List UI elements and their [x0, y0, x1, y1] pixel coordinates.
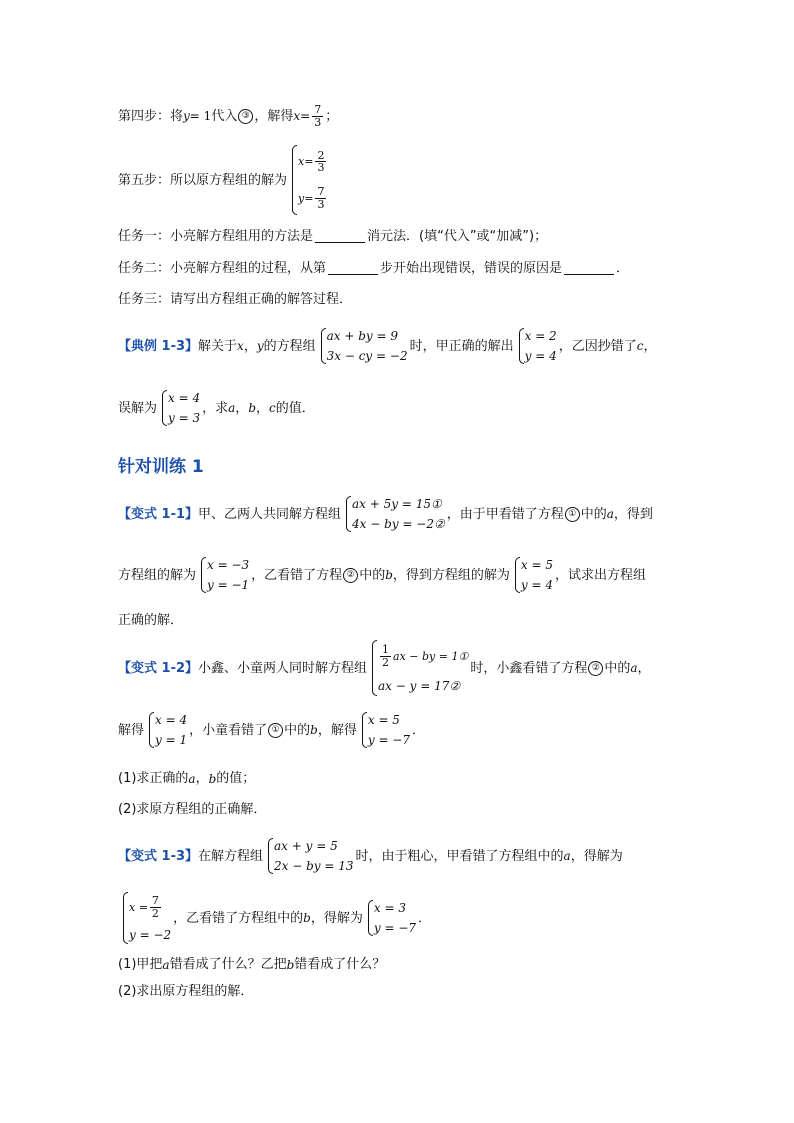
var-a: a [162, 957, 170, 972]
system-rows [155, 712, 187, 748]
circle-1-marker: ① [268, 723, 283, 738]
text: ，由于甲看错了方程 [446, 506, 564, 522]
step5-prefix: 第五步：所以原方程组的解为 [118, 172, 288, 188]
var-x: x [298, 155, 305, 169]
text: 在解方程组 [198, 848, 264, 864]
text: 中的 [284, 722, 311, 738]
step5-line [118, 145, 330, 215]
equation-system [343, 496, 445, 532]
system-rows [129, 892, 171, 944]
denominator: 2 [151, 906, 159, 920]
text: 误解为 [118, 400, 158, 416]
equation-1-rest: ax − by = 1① [393, 649, 469, 663]
denominator: 3 [314, 115, 322, 129]
text: 时，小鑫看错了方程 [470, 660, 588, 676]
answer-blank[interactable] [315, 230, 365, 243]
task3-line [118, 293, 352, 306]
text: 中的 [580, 506, 607, 522]
step4-solve: ，解得 [254, 108, 294, 124]
system-rows [521, 557, 553, 593]
brace-icon [146, 712, 153, 748]
text: 中的 [604, 660, 631, 676]
equation-2: 2x − by = 13 [274, 858, 354, 873]
text: ， [235, 400, 249, 416]
brace-icon [343, 496, 350, 532]
answer-blank[interactable] [328, 262, 378, 275]
solution-x: x = 5 [520, 558, 553, 573]
variant-1-3-line2 [118, 892, 431, 944]
variant-label: 【变式 1-1】 [118, 506, 199, 522]
var-y: y [298, 191, 305, 205]
brace-icon [198, 557, 205, 593]
equation-2: ax − y = 17② [378, 678, 461, 693]
circle-3-marker: ③ [238, 109, 253, 124]
text: ， [256, 400, 270, 416]
text: ， [637, 660, 651, 676]
var-x: x [237, 339, 244, 353]
brace-icon [512, 557, 519, 593]
equation-1: ax + 5y = 15① [352, 497, 442, 512]
solution-system [146, 712, 187, 748]
text: (1)求正确的 [118, 771, 189, 786]
text: 时，甲正确的解出 [409, 338, 514, 354]
text: ，小童看错了 [189, 722, 268, 738]
var-c: c [636, 339, 644, 353]
section-heading: 针对训练 1 [118, 457, 204, 477]
variant-1-3-q2 [118, 985, 253, 998]
var-y: y [256, 339, 264, 353]
text: (2)求原方程组的正确解． [118, 802, 267, 817]
var-b: b [208, 771, 217, 786]
var-y: y [183, 109, 190, 124]
solution-system [289, 145, 328, 215]
solution-y: y = −2 [129, 927, 172, 942]
brace-icon [159, 390, 166, 426]
system-rows [378, 640, 468, 696]
solution-y: y = 3 [168, 410, 201, 425]
task2-line [118, 262, 629, 275]
system-row [298, 186, 328, 210]
variant-1-1-line1 [118, 496, 653, 532]
equation-system [318, 328, 408, 364]
variant-1-3-line1 [118, 838, 623, 874]
solution-system [365, 900, 416, 936]
text: ． [412, 722, 426, 738]
var-b: b [286, 957, 295, 972]
solution-system [159, 390, 200, 426]
var-a: a [630, 661, 638, 675]
eq-sign: = [300, 109, 311, 124]
task2-end: ． [616, 261, 630, 276]
var-a: a [606, 507, 614, 521]
text: 方程组的解为 [118, 567, 197, 583]
system-row [298, 150, 328, 174]
variant-1-2-line1 [118, 640, 651, 696]
numerator: 1 [382, 643, 390, 657]
example-1-3-line2 [118, 390, 315, 426]
text: 的值； [216, 771, 256, 786]
circle-2-marker: ② [343, 568, 358, 583]
solution-x: x = 5 [367, 713, 400, 728]
text: 错看成了什么？乙把 [169, 957, 287, 972]
numerator: 7 [317, 185, 325, 199]
solution-system [512, 557, 553, 593]
text: (1)甲把 [118, 957, 163, 972]
solution-system [516, 328, 557, 364]
var-c: c [269, 401, 276, 415]
solution-x-lhs: x = [129, 900, 148, 914]
equation-2: 3x − cy = −2 [326, 348, 408, 363]
system-rows [207, 557, 249, 593]
text: 解得 [118, 722, 145, 738]
system-rows [352, 496, 445, 532]
variant-1-3-q1 [118, 958, 385, 971]
denominator: 2 [382, 655, 390, 669]
brace-icon [120, 892, 127, 944]
circle-1-marker: ① [565, 507, 580, 522]
equation-system [369, 640, 468, 696]
brace-icon [265, 838, 272, 874]
solution-y: y = −1 [207, 577, 250, 592]
system-rows [525, 328, 557, 364]
text: 小鑫、小童两人同时解方程组 [198, 660, 368, 676]
solution-y: y = −7 [373, 920, 417, 935]
variant-1-1-line2 [118, 557, 646, 593]
example-label: 【典例 1-3】 [118, 338, 199, 354]
text: ， [195, 771, 209, 786]
brace-icon [289, 145, 296, 215]
variant-1-2-line2 [118, 712, 425, 748]
text: 的方程组 [263, 338, 316, 354]
step4-prefix: 第四步：将 [118, 108, 184, 124]
var-b: b [385, 568, 393, 582]
example-1-3-line1 [118, 328, 656, 364]
var-a: a [563, 849, 571, 863]
solution-y: y = 4 [524, 348, 557, 363]
brace-icon [359, 712, 366, 748]
brace-icon [365, 900, 372, 936]
system-rows [274, 838, 354, 874]
text: 中的 [359, 567, 386, 583]
fraction [150, 895, 161, 919]
fraction [315, 186, 326, 210]
text: ，乙看错了方程 [251, 567, 343, 583]
eq-sign: = [304, 155, 314, 169]
equation-system [265, 838, 354, 874]
solution-x: x = 2 [524, 329, 557, 344]
answer-blank[interactable] [564, 262, 614, 275]
system-rows [368, 712, 410, 748]
text: 时，由于粗心，甲看错了方程组中的 [355, 848, 564, 864]
system-rows [327, 328, 408, 364]
solution-system [120, 892, 171, 944]
text: (2)求出原方程组的解． [118, 984, 254, 999]
solution-x: x = 3 [373, 901, 406, 916]
variant-label: 【变式 1-3】 [118, 848, 199, 864]
text: 错看成了什么？ [294, 957, 386, 972]
text: ，解得 [317, 722, 357, 738]
solution-x [129, 895, 171, 919]
eq-value: = 1 [189, 109, 212, 124]
solution-x: x = −3 [207, 558, 250, 573]
text: ， [243, 338, 257, 354]
system-rows [298, 145, 328, 215]
text: ，得到方程组的解为 [392, 567, 510, 583]
equation-1 [378, 644, 468, 668]
var-a: a [188, 771, 196, 786]
text: ，乙看错了方程组中的 [173, 910, 304, 926]
fraction [315, 150, 326, 174]
numerator: 2 [317, 148, 325, 162]
task3-text: 任务三：请写出方程组正确的解答过程． [118, 292, 353, 307]
task2-text-mid: 步开始出现错误，错误的原因是 [380, 261, 563, 276]
text: 正确的解． [118, 613, 184, 628]
equation-1: ax + y = 5 [274, 839, 338, 854]
numerator: 7 [151, 894, 159, 908]
task2-text: 任务二：小亮解方程组的过程，从第 [118, 261, 327, 276]
text: ，试求出方程组 [555, 567, 647, 583]
variant-1-2-q1 [118, 772, 255, 785]
equation-2: 4x − by = −2② [352, 516, 445, 531]
brace-icon [318, 328, 325, 364]
eq-sign: = [304, 191, 314, 205]
fraction [380, 644, 391, 668]
var-b: b [303, 911, 311, 925]
text: ，求 [202, 400, 229, 416]
text: ． [418, 910, 432, 926]
var-b: b [248, 401, 256, 415]
var-b: b [310, 723, 318, 737]
step4-line [118, 104, 338, 128]
denominator: 3 [317, 197, 325, 211]
step4-end: ； [325, 108, 339, 124]
equation-1: ax + by = 9 [326, 329, 399, 344]
solution-system [198, 557, 249, 593]
text: ，得到 [613, 506, 653, 522]
text: 解关于 [198, 338, 238, 354]
brace-icon [516, 328, 523, 364]
task1-text-end: 消元法．(填“代入”或“加减”)； [367, 229, 548, 244]
solution-y: y = −7 [367, 732, 411, 747]
var-a: a [228, 401, 236, 415]
denominator: 3 [317, 161, 325, 175]
text: ，得解为 [570, 848, 623, 864]
system-rows [374, 900, 416, 936]
solution-system [359, 712, 410, 748]
text: ， [643, 338, 657, 354]
task1-text: 任务一：小亮解方程组用的方法是 [118, 229, 314, 244]
fraction [312, 104, 323, 128]
text: ，乙因抄错了 [558, 338, 637, 354]
brace-icon [369, 640, 376, 696]
variant-1-1-line3 [118, 614, 183, 627]
variant-label: 【变式 1-2】 [118, 660, 199, 676]
solution-y: y = 4 [520, 577, 554, 592]
text: 甲、乙两人共同解方程组 [198, 506, 342, 522]
text: 的值． [275, 400, 315, 416]
text: ，得解为 [310, 910, 363, 926]
solution-x: x = 4 [155, 713, 188, 728]
circle-2-marker: ② [588, 661, 603, 676]
task1-line [118, 230, 547, 243]
numerator: 7 [314, 103, 322, 116]
step4-mid: 代入 [211, 108, 238, 124]
solution-x: x = 4 [168, 391, 201, 406]
variant-1-2-q2 [118, 803, 266, 816]
solution-y: y = 1 [155, 732, 188, 747]
system-rows [168, 390, 200, 426]
var-x: x [293, 109, 301, 124]
